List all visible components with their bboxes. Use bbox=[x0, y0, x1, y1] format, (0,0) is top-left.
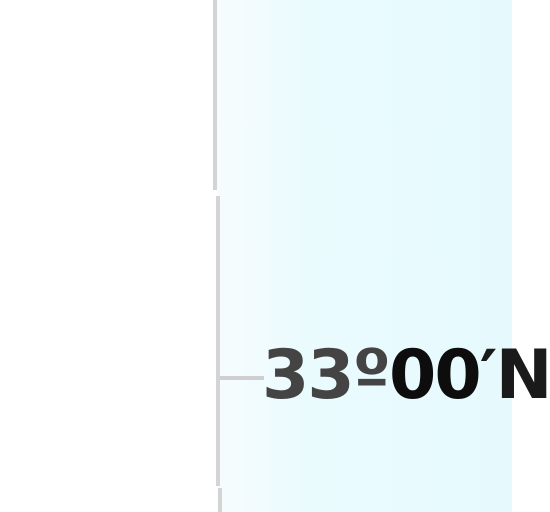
sea-area bbox=[217, 0, 512, 512]
latitude-label bbox=[262, 336, 550, 416]
map-border-line bbox=[213, 0, 217, 190]
latitude-hemisphere: ′N bbox=[479, 336, 550, 415]
degree-symbol: º bbox=[352, 336, 389, 415]
map-border-line bbox=[218, 488, 222, 512]
latitude-tick-mark bbox=[220, 376, 264, 380]
map-border-line bbox=[216, 196, 220, 486]
map-margin bbox=[0, 0, 216, 512]
latitude-minutes: 00 bbox=[389, 336, 480, 415]
latitude-degrees: 33 bbox=[262, 336, 353, 415]
